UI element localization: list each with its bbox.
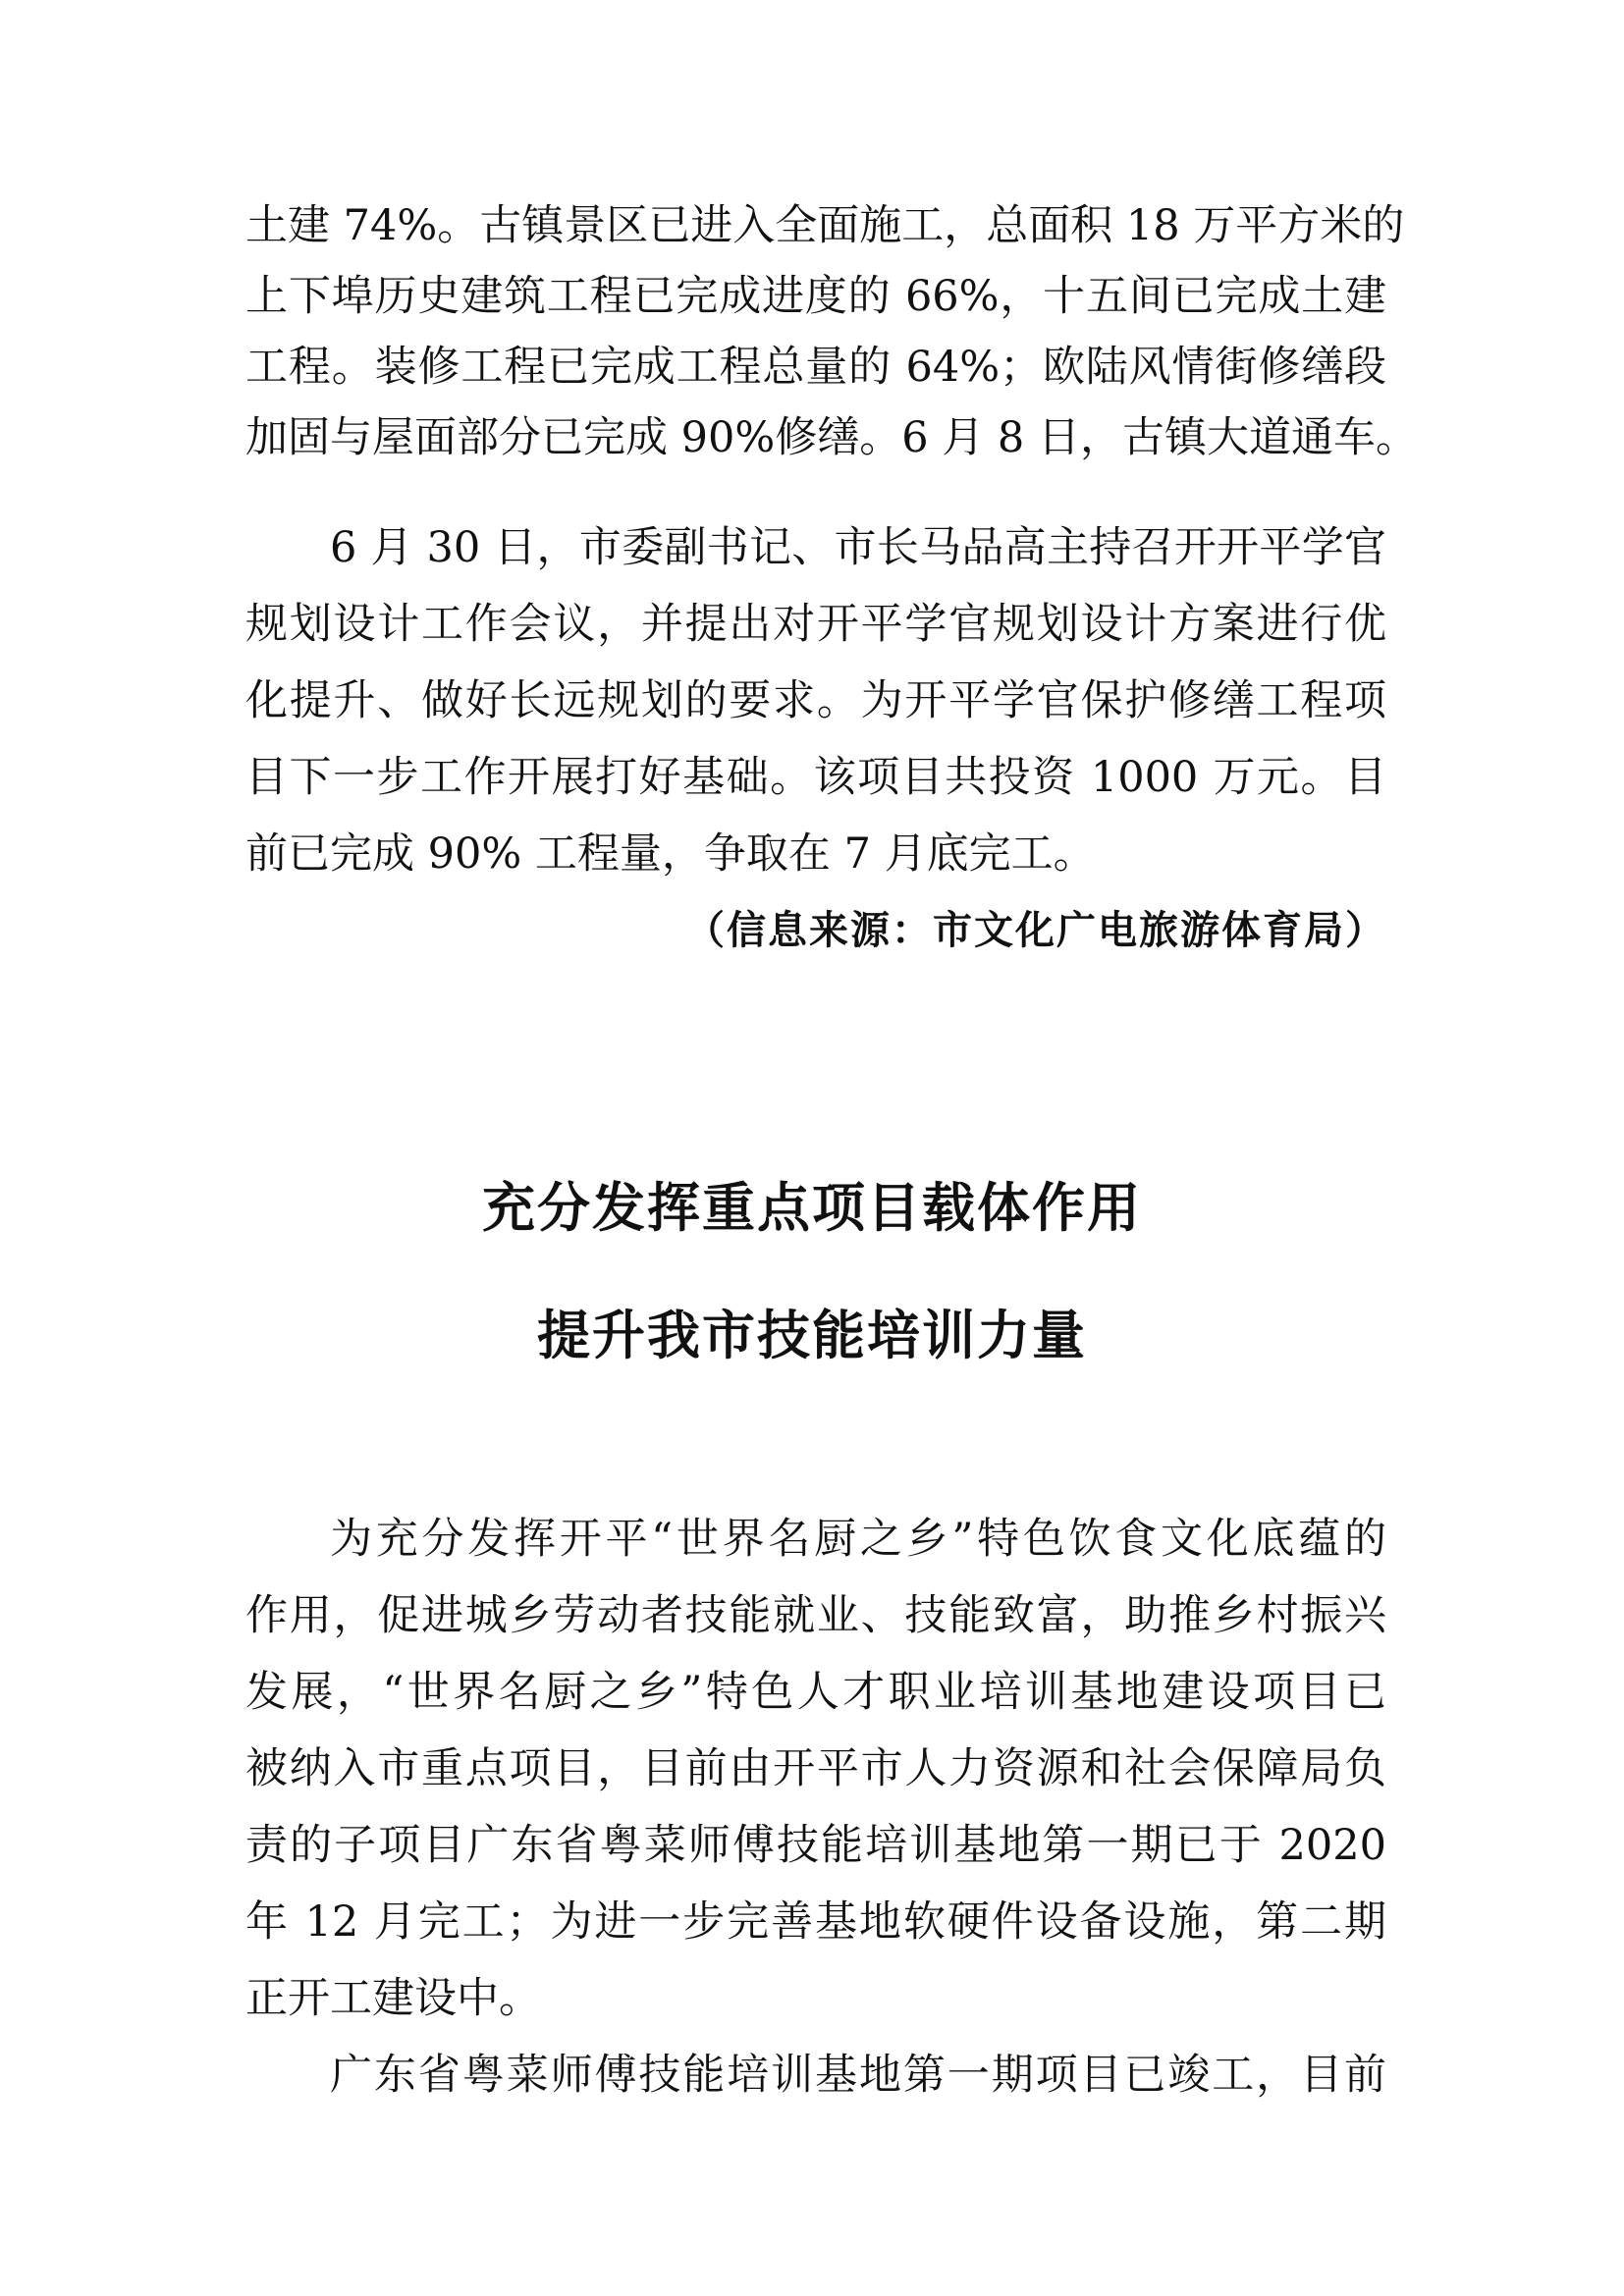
- body-text-line: 上下埠历史建筑工程已完成进度的 66%，十五间已完成土建: [245, 272, 1386, 321]
- body-text-line: 目下一步工作开展打好基础。该项目共投资 1000 万元。目: [245, 753, 1386, 802]
- body-text-line: 年 12 月完工；为进一步完善基地软硬件设备设施，第二期: [245, 1897, 1386, 1947]
- body-text-line: 土建 74%。古镇景区已进入全面施工，总面积 18 万平方米的: [245, 201, 1405, 250]
- body-text-line: 化提升、做好长远规划的要求。为开平学官保护修缮工程项: [245, 676, 1386, 725]
- body-text-line: 工程。装修工程已完成工程总量的 64%；欧陆风情街修缮段: [245, 343, 1386, 392]
- body-text-line: 正开工建设中。: [245, 1974, 541, 2023]
- body-text-line: 发展，“世界名厨之乡”特色人才职业培训基地建设项目已: [245, 1668, 1386, 1717]
- body-text-line: 加固与屋面部分已完成 90%修缮。6 月 8 日，古镇大道通车。: [245, 413, 1418, 462]
- source-attribution: （信息来源：市文化广电旅游体育局）: [685, 908, 1386, 953]
- article-title-line1: 充分发挥重点项目载体作用: [482, 1176, 1142, 1239]
- body-text-line: 被纳入市重点项目，目前由开平市人力资源和社会保障局负: [245, 1744, 1386, 1793]
- body-text-line: 规划设计工作会议，并提出对开平学官规划设计方案进行优: [245, 600, 1386, 649]
- body-text-line: 作用，促进城乡劳动者技能就业、技能致富，助推乡村振兴: [245, 1591, 1386, 1640]
- body-text-line: 为充分发挥开平“世界名厨之乡”特色饮食文化底蕴的: [330, 1515, 1386, 1564]
- article-title-line2: 提升我市技能培训力量: [537, 1304, 1087, 1366]
- body-text-line: 责的子项目广东省粤菜师傅技能培训基地第一期已于 2020: [245, 1821, 1386, 1870]
- body-text-line: 6 月 30 日，市委副书记、市长马品高主持召开开平学官: [330, 523, 1386, 572]
- body-text-line: 前已完成 90% 工程量，争取在 7 月底完工。: [245, 829, 1096, 879]
- body-text-line: 广东省粤菜师傅技能培训基地第一期项目已竣工，目前: [330, 2051, 1386, 2100]
